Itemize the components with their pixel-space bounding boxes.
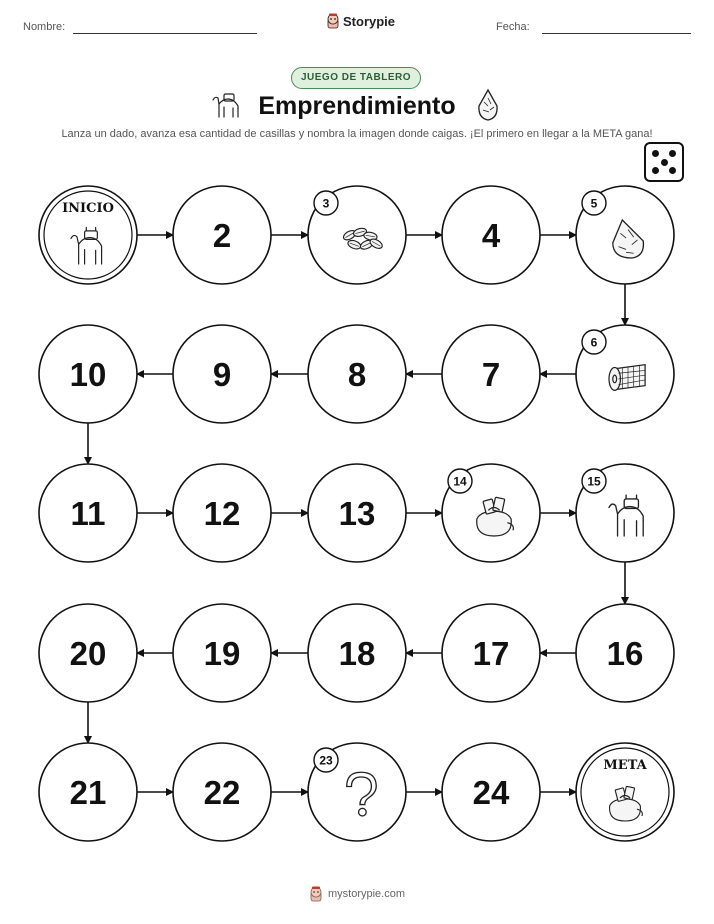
- board-space-25: [576, 743, 674, 841]
- space-number: 17: [472, 635, 510, 672]
- board-space-14: [442, 464, 540, 562]
- space-number: 8: [347, 356, 367, 393]
- game-type-badge: JUEGO DE TABLERO: [291, 67, 421, 89]
- space-number: 15: [587, 474, 601, 489]
- space-number: 23: [319, 753, 333, 768]
- space-number: 9: [212, 356, 232, 393]
- space-number: 10: [69, 356, 107, 393]
- space-number: 3: [322, 196, 330, 211]
- goal-label: META: [603, 758, 647, 773]
- space-number: 24: [472, 774, 510, 811]
- space-number: 21: [69, 774, 107, 811]
- board-space-20: [39, 604, 137, 702]
- space-number: 12: [203, 495, 241, 532]
- space-number: 22: [203, 774, 241, 811]
- name-label: Nombre:: [23, 21, 66, 33]
- space-number: 13: [338, 495, 376, 532]
- board-space-5: [576, 186, 674, 284]
- board-space-17: [442, 604, 540, 702]
- board-space-19: [173, 604, 271, 702]
- board-space-13: [308, 464, 406, 562]
- brand-name: Storypie: [343, 13, 396, 29]
- board-space-11: [39, 464, 137, 562]
- date-label: Fecha:: [496, 21, 530, 33]
- board-space-24: [442, 743, 540, 841]
- board-space-12: [173, 464, 271, 562]
- board-space-3: [308, 186, 406, 284]
- board-space-7: [442, 325, 540, 423]
- footer-site[interactable]: mystorypie.com: [327, 888, 406, 900]
- space-number: 19: [203, 635, 241, 672]
- board-space-10: [39, 325, 137, 423]
- board-space-8: [308, 325, 406, 423]
- board-space-6: [576, 325, 674, 423]
- page-title: Emprendimiento: [258, 92, 456, 120]
- space-number: 6: [590, 335, 598, 350]
- space-number: 14: [453, 474, 467, 489]
- board-space-22: [173, 743, 271, 841]
- space-number: 2: [212, 217, 232, 254]
- board-space-23: [308, 743, 406, 841]
- footer: [0, 886, 714, 902]
- board-space-4: [442, 186, 540, 284]
- board-space-15: [576, 464, 674, 562]
- storypie-logo-icon: [309, 886, 323, 902]
- space-number: 16: [606, 635, 644, 672]
- start-label: INICIO: [62, 201, 114, 216]
- space-number: 7: [481, 356, 501, 393]
- space-number: 5: [590, 196, 598, 211]
- space-number: 18: [338, 635, 376, 672]
- space-number: 20: [69, 635, 107, 672]
- instructions-text: Lanza un dado, avanza esa cantidad de casillas y nombra la imagen donde caigas. ¡El primero en llegar a la META gana!: [61, 128, 653, 140]
- map-roll-icon: [609, 365, 645, 391]
- space-number: 4: [481, 217, 501, 254]
- board-space-2: [173, 186, 271, 284]
- board-space-21: [39, 743, 137, 841]
- board-space-16: [576, 604, 674, 702]
- space-number: 11: [70, 495, 106, 532]
- board-space-18: [308, 604, 406, 702]
- board-space-9: [173, 325, 271, 423]
- board-space-1: [39, 186, 137, 284]
